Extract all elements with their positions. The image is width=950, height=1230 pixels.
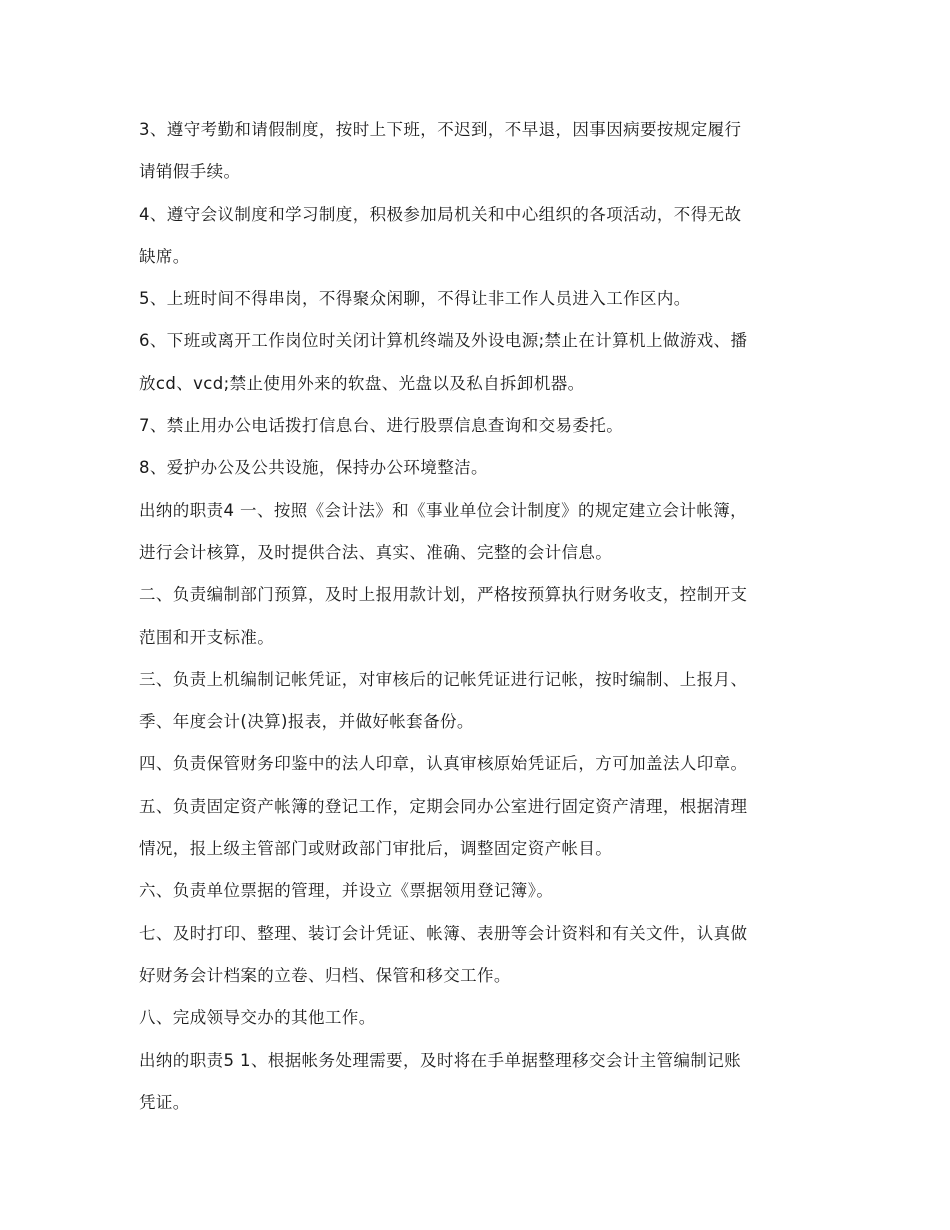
text-line: 八、完成领导交办的其他工作。 <box>139 1008 376 1028</box>
paragraph <box>139 574 819 659</box>
paragraph <box>139 109 819 194</box>
text-line: 四、负责保管财务印鉴中的法人印章，认真审核原始凭证后，方可加盖法人印章。 <box>139 754 748 774</box>
text-line: 8、爱护办公及公共设施，保持办公环境整洁。 <box>139 458 488 478</box>
text-line: 请销假手续。 <box>139 162 241 182</box>
paragraph <box>139 320 819 405</box>
text-line: 情况，报上级主管部门或财政部门审批后，调整固定资产帐目。 <box>139 839 613 859</box>
text-line: 二、负责编制部门预算，及时上报用款计划，严格按预算执行财务收支，控制开支 <box>139 585 748 605</box>
text-line: 缺席。 <box>139 246 190 266</box>
text-line: 3、遵守考勤和请假制度，按时上下班，不迟到，不早退，因事因病要按规定履行 <box>139 120 742 139</box>
document-body <box>139 109 819 1124</box>
text-line: 4、遵守会议制度和学习制度，积极参加局机关和中心组织的各项活动，不得无故 <box>139 204 742 224</box>
text-line: 进行会计核算，及时提供合法、真实、准确、完整的会计信息。 <box>139 542 613 562</box>
text-line: 三、负责上机编制记帐凭证，对审核后的记帐凭证进行记帐，按时编制、上报月、 <box>139 669 748 689</box>
text-line: 七、及时打印、整理、装订会计凭证、帐簿、表册等会计资料和有关文件，认真做 <box>139 923 748 943</box>
paragraph <box>139 194 819 279</box>
text-line: 出纳的职责4 一、按照《会计法》和《事业单位会计制度》的规定建立会计帐簿， <box>139 500 748 520</box>
paragraph <box>139 405 819 447</box>
paragraph <box>139 786 819 871</box>
text-line: 凭证。 <box>139 1092 190 1112</box>
text-line: 六、负责单位票据的管理，并设立《票据领用登记簿》。 <box>139 881 554 901</box>
text-line: 5、上班时间不得串岗，不得聚众闲聊，不得让非工作人员进入工作区内。 <box>139 289 691 309</box>
text-line: 好财务会计档案的立卷、归档、保管和移交工作。 <box>139 965 511 985</box>
text-line: 6、下班或离开工作岗位时关闭计算机终端及外设电源;禁止在计算机上做游戏、播 <box>139 331 748 351</box>
paragraph <box>139 490 819 575</box>
text-line: 五、负责固定资产帐簿的登记工作，定期会同办公室进行固定资产清理，根据清理 <box>139 796 748 816</box>
paragraph <box>139 743 819 785</box>
text-line: 范围和开支标准。 <box>139 627 275 647</box>
paragraph <box>139 870 819 912</box>
text-line: 季、年度会计(决算)报表，并做好帐套备份。 <box>139 712 474 732</box>
text-line: 7、禁止用办公电话拨打信息台、进行股票信息查询和交易委托。 <box>139 416 624 436</box>
paragraph <box>139 913 819 998</box>
text-line: 放cd、vcd;禁止使用外来的软盘、光盘以及私自拆卸机器。 <box>139 373 585 393</box>
paragraph <box>139 1040 819 1125</box>
paragraph <box>139 278 819 320</box>
paragraph <box>139 997 819 1039</box>
paragraph <box>139 659 819 744</box>
text-line: 出纳的职责5 1、根据帐务处理需要，及时将在手单据整理移交会计主管编制记账 <box>139 1050 742 1070</box>
paragraph <box>139 447 819 489</box>
